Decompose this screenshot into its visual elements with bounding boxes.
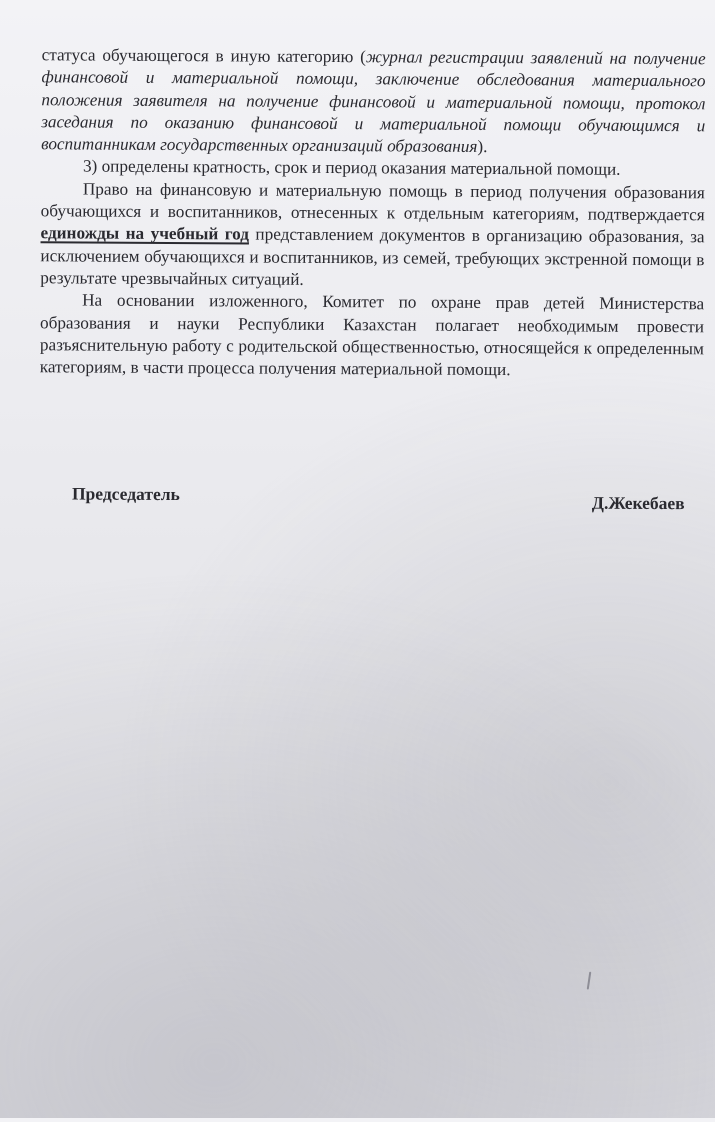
paragraph-item-3: 3) определены кратность, срок и период оказания материальной помощи. (82, 156, 621, 180)
paragraph-right-to-aid (40, 178, 705, 294)
signature-title: Председатель (71, 483, 180, 505)
paragraph-right-after: представлением документов в организацию образования, за исключением обучающихся и воспитанников, из семей, требующих экстренной помощи в результате чрезвычайных ситуаций. (40, 224, 705, 289)
emphasis-once-per-year: единожды на учебный год (40, 223, 250, 244)
paragraph-conclusion: На основании изложенного, Комитет по охране прав детей Министерства образования и науки Республики Казахстан полагает необходимым провести разъяснительную работу с родительской общественностью, относящейся к определенным категориям, в части процесса получения материальной помощи. (39, 290, 705, 380)
paragraph-documents-list (41, 44, 706, 160)
paragraph-right-before: Право на финансовую и материальную помощь в период получения образования обучающихся и воспитанников, отнесенных к отдельным категориям, подтверждается (40, 179, 705, 225)
signature-name: Д.Жекебаев (591, 492, 685, 514)
paragraph-documents-lead: статуса обучающегося в иную категорию ( (41, 45, 366, 67)
pen-mark (587, 972, 592, 990)
document-body (40, 44, 706, 383)
documents-list-italic: журнал регистрации заявлений на получение финансовой и материальной помощи, заключение обследования материального положения заявителя на получение финансовой и материальной помощи, протокол заседания по оказанию финансовой и материальной помощи обучающимся и воспитанникам государственных организаций образования (41, 47, 706, 157)
paragraph-documents-tail: ). (477, 137, 488, 157)
